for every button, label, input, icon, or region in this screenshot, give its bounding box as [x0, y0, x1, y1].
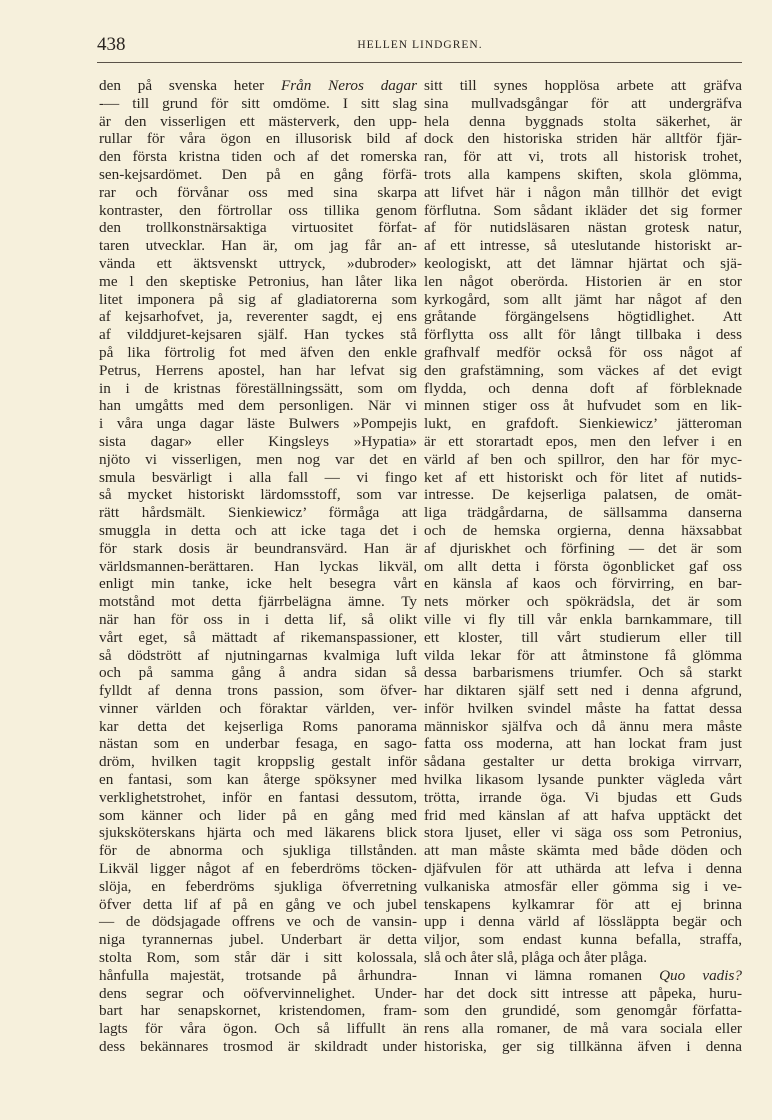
text-line: keologiskt, att det lämnar hjärtat och sjä- [424, 254, 742, 272]
text-line: af för nutidsläsaren nästan grotesk natur, [424, 219, 742, 237]
text-line: sen-kejsardömet. Den på en gång förfä- [99, 165, 417, 183]
text-line: har diktaren själf sett ned i denna afgrund, [424, 682, 742, 700]
text-line: sista dagar» eller Kingsleys »Hypatia» [99, 432, 417, 450]
text-line: sjuksköterskans hjärta och med läkarens blick [99, 824, 417, 842]
text-line: så mycket historiskt lärdomsstoff, som var [99, 486, 417, 504]
text-line: han umgåtts med dem personligen. När vi [99, 397, 417, 415]
right-column [424, 77, 742, 1056]
text-line: len något oberörda. Historien är en stor [424, 272, 742, 290]
text-line: lukt, en grafdoft. Sienkiewicz’ jätteroman [424, 415, 742, 433]
text-line: hvilka likasom lysande punkter vägleda vårt [424, 771, 742, 789]
text-line: — de dödsjagade offrens ve och de vansin- [99, 913, 417, 931]
text-line: dock den historiska striden här alltför fjär- [424, 130, 742, 148]
text-line: för stark dosis är beundransvärd. Han är [99, 539, 417, 557]
text-line: -— till grund för sitt omdöme. I sitt slag [99, 94, 417, 112]
page-number: 438 [97, 34, 126, 55]
text-line: när han för oss in i detta lif, så olikt [99, 610, 417, 628]
text-line: inför hvilken svindel måste ha fattat dessa [424, 699, 742, 717]
text-line: rullar för våra ögon en illusorisk bild af [99, 130, 417, 148]
text-line: den trollkonstnärsaktiga virtuositet förfat- [99, 219, 417, 237]
text-line: af djuriskhet och förfining — det är som [424, 539, 742, 557]
text-line: gråtande förgängelsens högtidlighet. Att [424, 308, 742, 326]
text-line: dröm, hvilken tagit kroppslig gestalt inför [99, 753, 417, 771]
text-line: om allt detta i första ögonblicket gaf oss [424, 557, 742, 575]
italic-title: Från Neros dagar [280, 77, 418, 94]
text-line [424, 967, 742, 985]
text-line: en känsla af kaos och förvirring, en bar- [424, 575, 742, 593]
text-line: njöto vi visserligen, men nog var det en [99, 450, 417, 468]
text-line: lagts för våra ögon. Och så liffullt än [99, 1020, 417, 1038]
italic-title: Quo vadis? [659, 966, 742, 984]
text-line: nästan som en underbar fesaga, en sago- [99, 735, 417, 753]
text-line: dessa barbarismens triumfer. Och så starkt [424, 664, 742, 682]
text-line: att lifvet här i någon mån tillhör det evigt [424, 183, 742, 201]
text-line: ett kloster, till vårt studierum eller till [424, 628, 742, 646]
text-line: af ett intresse, så uteslutande historiskt ar- [424, 237, 742, 255]
text-line: öfver detta lif af på en gång ve och jubel [99, 895, 417, 913]
text-line: trötta, irrande öga. Vi bjudas ett Guds [424, 788, 742, 806]
text-line: fylldt af denna trons passion, som öfver- [99, 682, 417, 700]
text-line: fatta oss moderna, att han lockat fram just [424, 735, 742, 753]
text-line: verklighetstrohet, inför en fantasi dessutom, [99, 788, 417, 806]
text-line: vända ett äktsvenskt uttryck, »dubroder» [99, 254, 417, 272]
text-line: Petrus, Herrens apostel, han har lefvat sig [99, 361, 417, 379]
text-line: bart har senapskornet, kristendomen, fram- [99, 1002, 417, 1020]
text-line: rätt hårdsmält. Sienkiewicz’ förmåga att [99, 504, 417, 522]
header-rule [97, 62, 742, 63]
text-line: af vilddjuret-kejsaren själf. Han tyckes stå [99, 326, 417, 344]
text-line: me l den skeptiske Petronius, han låter lika [99, 272, 417, 290]
running-title: HELLEN LINDGREN. [357, 39, 483, 51]
text-line: niga tyrannernas jubel. Underbart är detta [99, 931, 417, 949]
text-line: taren utvecklar. Han är, om jag får an- [99, 237, 417, 255]
text-line: är den visserligen ett mästerverk, den upp- [99, 112, 417, 130]
text-line: en fantasi, som kan återge spöksyner med [99, 771, 417, 789]
text-line: upp i denna värld af lössläppta begär och [424, 913, 742, 931]
text-line: rar och förvånar oss med sina skarpa [99, 183, 417, 201]
text-line: intresse. De kejserliga palatsen, de omät- [424, 486, 742, 504]
text-line: Likväl ligger något af en feberdröms töcken- [99, 860, 417, 878]
text-line: sådana gestalter ur detta brokiga virrvarr, [424, 753, 742, 771]
text-line: grafhvalf medför också för oss något af [424, 343, 742, 361]
text-line: den första kristna tiden och af det romerska [99, 148, 417, 166]
text-line: vinner världen och föraktar världen, ver- [99, 699, 417, 717]
text-line: hela denna byggnads stolta säkerhet, är [424, 112, 742, 130]
text-line: som den grundidé, som genomgår författa- [424, 1002, 742, 1020]
text-line: är ett storartadt epos, men den lefver i en [424, 432, 742, 450]
text-line: kar detta det kejserliga Roms panorama [99, 717, 417, 735]
text-line: in i de kristnas föreställningssätt, som om [99, 379, 417, 397]
text-line: rens alla romaner, de må vara sociala eller [424, 1020, 742, 1038]
text-line: förflytta oss allt för långt tillbaka i dess [424, 326, 742, 344]
text-line: dess bekännares trosmod är skildradt under [99, 1038, 417, 1056]
text-line: djäfvulen för att uthärda att lefva i denna [424, 860, 742, 878]
text-line: människor själfva och då ännu mera måste [424, 717, 742, 735]
text-line: på lika förtrolig fot med äfven den enkle [99, 343, 417, 361]
text-line: minnen stiger oss åt hufvudet som en lik- [424, 397, 742, 415]
text-line: så dödstrött af njutningarnas kvalmiga luft [99, 646, 417, 664]
text-line: sina mullvadsgångar för att undergräfva [424, 94, 742, 112]
text-line: har det dock sitt intresse att påpeka, huru- [424, 984, 742, 1002]
text-line: flydda, och denna doft af förbleknade [424, 379, 742, 397]
text-line: världsmannen-berättaren. Han lyckas likväl, [99, 557, 417, 575]
text-line: af kejsarhofvet, ja, reverenter sagdt, ej ens [99, 308, 417, 326]
text-line: stolta Rom, som står där i sitt kolossala, [99, 949, 417, 967]
text-line: vårt eget, så mättadt af rikemanspassioner, [99, 628, 417, 646]
text-line: som känner och lider på en gång med [99, 806, 417, 824]
text-line: tenskapens kylkamrar för att ej brinna [424, 895, 742, 913]
text-line: vulkaniska atmosfär eller gömma sig i ve- [424, 877, 742, 895]
text-line: motstånd mot detta fjärrbelägna ämne. Ty [99, 593, 417, 611]
text-line: i våra unga dagar läste Bulwers »Pompejis [99, 415, 417, 433]
text-line [99, 77, 417, 95]
text-line: smula besvärligt i alla fall — vi fingo [99, 468, 417, 486]
text-line: dens segrar och oöfvervinnelighet. Under- [99, 984, 417, 1002]
text-line: förflutna. Som sådant ikläder det sig former [424, 201, 742, 219]
text-line: för de abnorma och sjukliga tillstånden. [99, 842, 417, 860]
line-text: den på svenska heter [99, 77, 281, 94]
text-line: och på samma gång å andra sidan så [99, 664, 417, 682]
text-line: värld af ben och spillror, den har för myc- [424, 450, 742, 468]
line-text: Innan vi lämna romanen [454, 966, 660, 984]
text-line: nets mörker och spökrädsla, det är som [424, 593, 742, 611]
left-column [99, 77, 417, 1056]
text-line: stora ljuset, eller vi säga oss som Petronius, [424, 824, 742, 842]
text-line: slå och åter slå, plåga och åter plåga. [424, 949, 648, 967]
text-line: att man måste skämta med både döden och [424, 842, 742, 860]
text-line: och de hemska orgierna, denna häxsabbat [424, 521, 742, 539]
text-line: trots alla kampens skiften, skola glömma, [424, 165, 742, 183]
text-line: viljor, som endast kunna befalla, straffa, [424, 931, 742, 949]
text-line: ran, för att vi, trots all historisk trohet, [424, 148, 742, 166]
text-line: litet imponera på sig af gladiatorerna som [99, 290, 417, 308]
text-line: slöja, en feberdröms sjukliga öfverretning [99, 877, 417, 895]
text-line: vilda lekar för att åtminstone få glömma [424, 646, 742, 664]
text-line: enligt min tanke, icke helt besegra vårt [99, 575, 417, 593]
text-line: historiska, ger sig tillkänna äfven i denna [424, 1038, 742, 1056]
text-line: den grafstämning, som väckes af det evigt [424, 361, 742, 379]
text-line: ville vi fly till vår enkla barnkammare, till [424, 610, 742, 628]
text-line: liga trädgårdarna, de sällsamma danserna [424, 504, 742, 522]
text-line: kyrkogård, som allt jämt har något af den [424, 290, 742, 308]
text-line: sitt till synes hopplösa arbete att gräfva [424, 77, 742, 94]
text-line: hånfulla majestät, trotsande på århundra- [99, 966, 417, 984]
text-line: frid med känslan af att hafva upptäckt det [424, 806, 742, 824]
text-line: kontraster, den förtrollar oss tillika genom [99, 201, 417, 219]
text-line: smuggla in detta och att icke taga det i [99, 521, 417, 539]
text-line: ket af ett historiskt och för litet af nutids- [424, 468, 742, 486]
